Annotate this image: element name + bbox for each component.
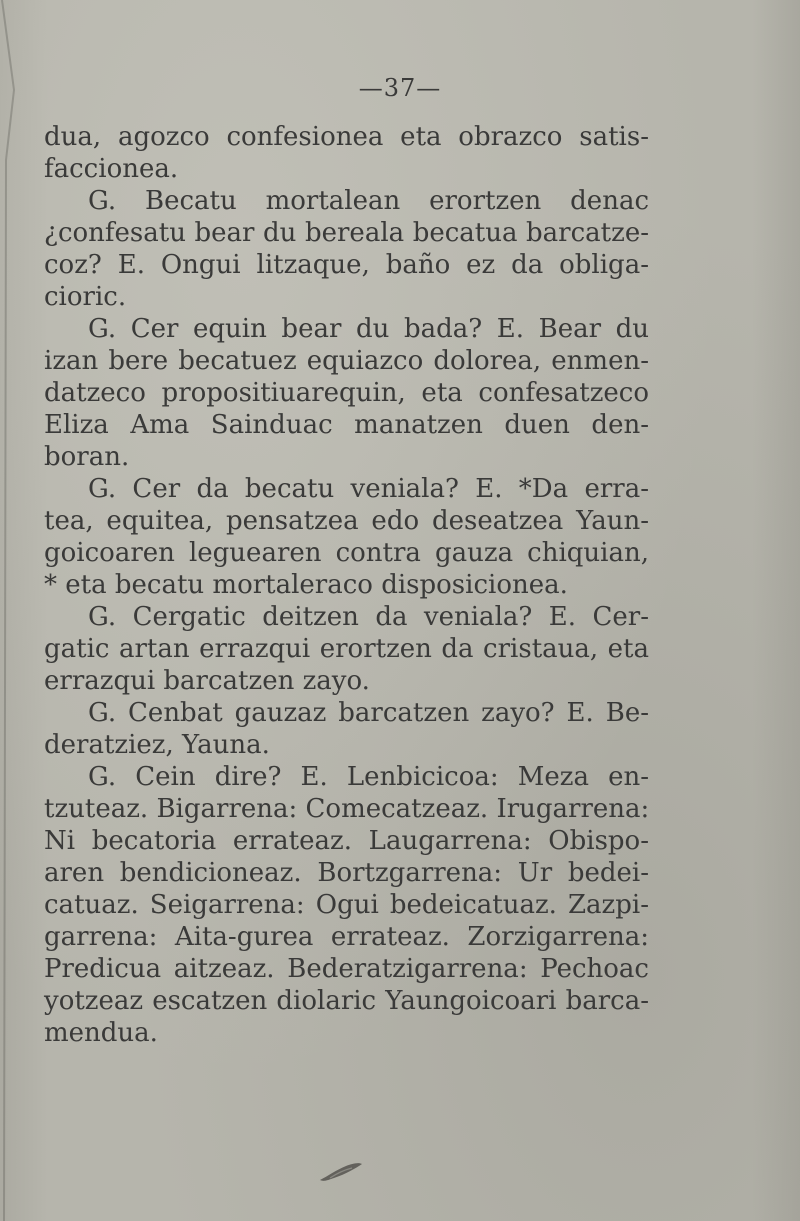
text-line: ¿confesatu bear du bereala becatua barcatze- [44, 218, 649, 248]
text-line: cioric. [44, 282, 127, 312]
text-line: Eliza Ama Sainduac manatzen duen den- [44, 410, 649, 440]
page-crease-shadow [0, 0, 40, 1221]
text-line: faccionea. [44, 154, 179, 184]
text-line: mendua. [44, 1018, 158, 1048]
ink-smudge-ornament [316, 1158, 364, 1184]
text-line: garrena: Aita-gurea errateaz. Zorzigarrena: [44, 922, 649, 952]
text-line: G. Cer da becatu veniala? E. *Da erra- [88, 474, 649, 504]
text-line: goicoaren leguearen contra gauza chiquian, [44, 538, 649, 568]
text-line: G. Cergatic deitzen da veniala? E. Cer- [88, 602, 649, 632]
text-line: Ni becatoria errateaz. Laugarrena: Obispo- [44, 826, 649, 856]
text-line: boran. [44, 442, 130, 472]
text-line: deratziez, Yauna. [44, 730, 270, 760]
text-line: tzuteaz. Bigarrena: Comecatzeaz. Irugarrena: [44, 794, 650, 824]
text-line: G. Cein dire? E. Lenbicicoa: Meza en- [88, 762, 649, 792]
text-line: gatic artan errazqui erortzen da cristaua, eta [44, 634, 649, 664]
text-line: izan bere becatuez equiazco dolorea, enmen- [44, 346, 649, 376]
text-line: yotzeaz escatzen diolaric Yaungoicoari barca- [44, 986, 649, 1016]
text-line: G. Becatu mortalean erortzen denac [88, 186, 649, 216]
text-line: tea, equitea, pensatzea edo deseatzea Yaun- [44, 506, 649, 536]
text-line: dua, agozco confesionea eta obrazco satis- [44, 122, 649, 152]
text-line: aren bendicioneaz. Bortzgarrena: Ur bedei- [44, 858, 649, 888]
page-number: —37— [358, 74, 442, 102]
text-line: Predicua aitzeaz. Bederatzigarrena: Pechoac [44, 954, 649, 984]
text-line: G. Cenbat gauzaz barcatzen zayo? E. Be- [88, 698, 649, 728]
text-line: G. Cer equin bear du bada? E. Bear du [88, 314, 649, 344]
text-line: * eta becatu mortaleraco disposicionea. [44, 570, 568, 600]
text-line: errazqui barcatzen zayo. [44, 666, 370, 696]
text-line: datzeco propositiuarequin, eta confesatzeco [44, 378, 649, 408]
text-line: catuaz. Seigarrena: Ogui bedeicatuaz. Zazpi- [44, 890, 649, 920]
text-line: coz? E. Ongui litzaque, baño ez da obliga- [44, 250, 649, 280]
body-text [44, 121, 649, 1049]
